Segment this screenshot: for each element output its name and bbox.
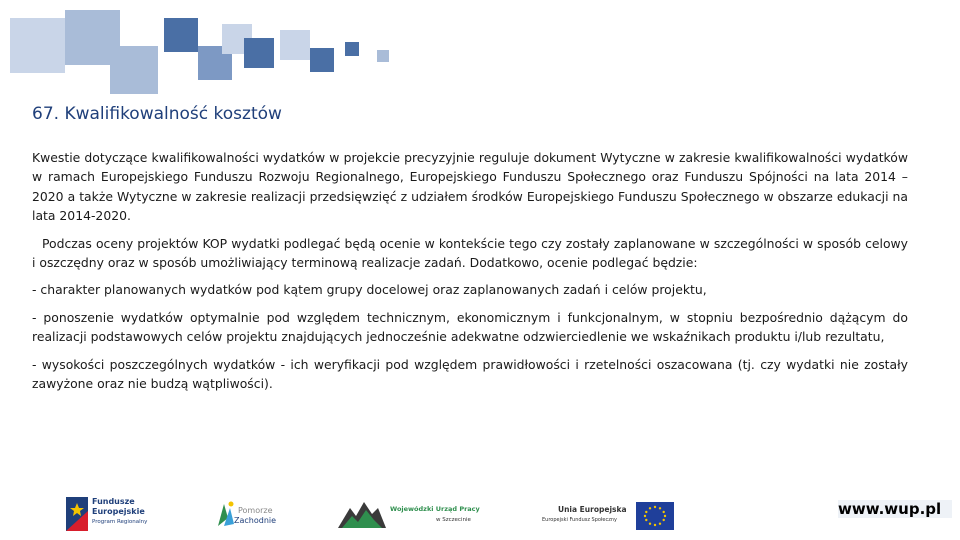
fe-line-3: Program Regionalny	[92, 519, 148, 525]
website-link[interactable]: www.wup.pl	[838, 500, 952, 518]
unia-europejska-logo	[540, 502, 676, 534]
wup-emblem-icon	[338, 502, 386, 528]
ue-line-2: Europejski Fundusz Społeczny	[542, 517, 617, 523]
fe-emblem-icon	[66, 497, 88, 531]
paragraph-evaluation: Podczas oceny projektów KOP wydatki podlegać będą ocenie w kontekście tego czy zostały zaplanowane w szczególności w sposób celowy i oszczędny oraz w sposób umożliwiający terminową realizacje zadań. Dodatkowo, ocenie podlegać będzie:	[32, 235, 908, 271]
pomorze-line-2: Zachodnie	[234, 516, 277, 525]
wup-szczecin-logo	[338, 500, 488, 534]
page-title: 67. Kwalifikowalność kosztów	[32, 104, 282, 124]
paragraph-intro: Kwestie dotyczące kwalifikowalności wydatków w projekcie precyzyjnie reguluje dokument Wytyczne w zakresie kwalifikowalności wydatków w ramach Europejskiego Funduszu Rozwoju Regionalnego, Europejskiego Funduszu Społecznego oraz Funduszu Spójności na lata 2014 – 2020 a także Wytyczne w zakresie realizacji przedsięwzięć z udziałem środków Europejskiego Funduszu Społecznego w obszarze edukacji na lata 2014-2020.	[32, 150, 908, 224]
pomorze-line-1: Pomorze	[238, 506, 273, 515]
fundusze-europejskie-logo	[66, 496, 186, 532]
fe-line-1: Fundusze	[92, 497, 135, 506]
eu-flag-icon	[636, 502, 674, 530]
wup-line-1: Wojewódzki Urząd Pracy	[390, 505, 480, 513]
pomorze-emblem-icon	[214, 500, 236, 528]
footer-logos	[0, 492, 960, 540]
fe-line-2: Europejskie	[92, 507, 145, 516]
wup-line-2: w Szczecinie	[436, 517, 471, 523]
content-body	[32, 148, 908, 401]
pomorze-zachodnie-logo	[214, 498, 284, 532]
ue-line-1: Unia Europejska	[558, 505, 627, 514]
list-item: - wysokości poszczególnych wydatków - ich weryfikacji pod względem prawidłowości i rzetelności oszacowana (tj. czy wydatki nie zostały zawyżone oraz nie budzą wątpliwości).	[32, 356, 908, 392]
list-item: - charakter planowanych wydatków pod kątem grupy docelowej oraz zaplanowanych zadań i celów projektu,	[32, 282, 707, 298]
list-item: - ponoszenie wydatków optymalnie pod względem technicznym, ekonomicznym i funkcjonalnym, w stopniu bezpośrednio dążącym do realizacji podstawowych celów projektu znajdujących jednocześnie adekwatne odzwierciedlenie we wskaźnikach produktu i/lub rezultatu,	[32, 309, 908, 345]
